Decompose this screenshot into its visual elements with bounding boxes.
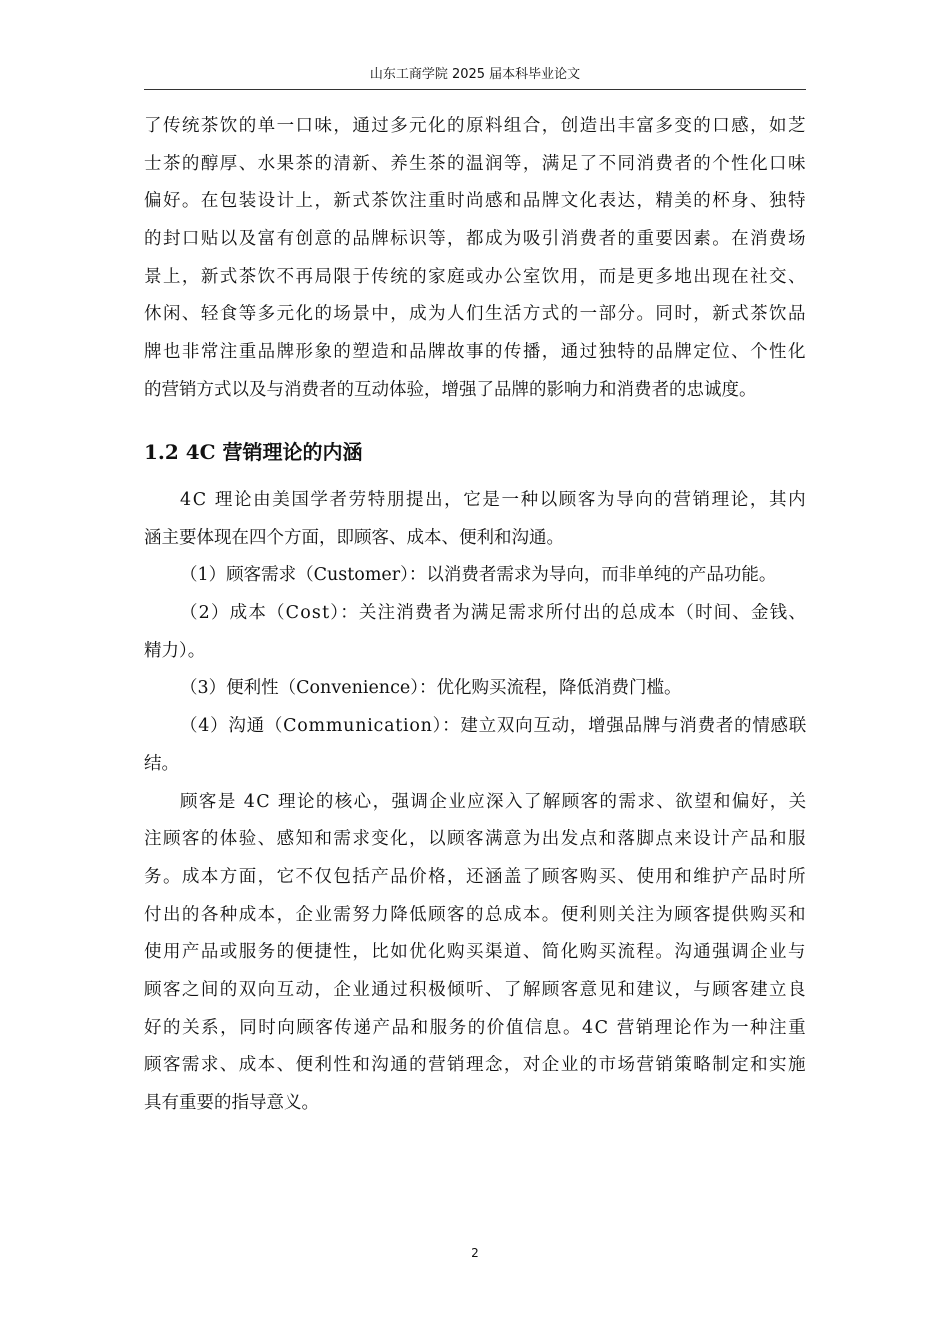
text-line: （3）便利性（Convenience）：优化购买流程，降低消费门槛。	[180, 678, 682, 699]
text-line: 精力）。	[144, 640, 206, 661]
text-line: 了传统茶饮的单一口味，通过多元化的原料组合，创造出丰富多变的口感，如芝	[144, 116, 807, 136]
page-number: 2	[471, 1246, 479, 1260]
paragraph-continued	[144, 108, 806, 410]
text-line: 顾客需求、成本、便利性和沟通的营销理念，对企业的市场营销策略制定和实施	[144, 1055, 807, 1076]
header-divider	[144, 89, 806, 90]
text-line: （1）顾客需求（Customer）：以消费者需求为导向，而非单纯的产品功能。	[180, 565, 777, 586]
text-line: 付出的各种成本，企业需努力降低顾客的总成本。便利则关注为顾客提供购买和	[144, 904, 807, 925]
text-line: 结。	[144, 753, 179, 774]
running-header: 山东工商学院 2025 届本科毕业论文	[369, 67, 581, 82]
text-line: 偏好。在包装设计上，新式茶饮注重时尚感和品牌文化表达，精美的杯身、独特	[144, 191, 807, 212]
text-line: 使用产品或服务的便捷性，比如优化购买渠道、简化购买流程。沟通强调企业与	[144, 942, 807, 963]
text-line: 顾客是 4C 理论的核心，强调企业应深入了解顾客的需求、欲望和偏好，关	[180, 791, 808, 812]
text-line: 的营销方式以及与消费者的互动体验，增强了品牌的影响力和消费者的忠诚度。	[144, 379, 757, 400]
list-item-communication	[144, 708, 806, 746]
text-line: （4）沟通（Communication）：建立双向互动，增强品牌与消费者的情感联	[180, 716, 808, 737]
text-line: 4C 理论由美国学者劳特朋提出，它是一种以顾客为导向的营销理论，其内	[180, 490, 808, 510]
text-line: 牌也非常注重品牌形象的塑造和品牌故事的传播，通过独特的品牌定位、个性化	[144, 342, 807, 363]
text-line: 务。成本方面，它不仅包括产品价格，还涵盖了顾客购买、使用和维护产品时所	[144, 866, 807, 887]
text-line: 注顾客的体验、感知和需求变化，以顾客满意为出发点和落脚点来设计产品和服	[144, 829, 807, 850]
section-heading: 1.2 4C 营销理论的内涵	[144, 440, 363, 464]
paragraph-summary	[144, 784, 806, 822]
list-item-cost	[144, 595, 806, 633]
list-item-customer	[144, 557, 806, 595]
text-line: 士茶的醇厚、水果茶的清新、养生茶的温润等，满足了不同消费者的个性化口味	[144, 153, 807, 174]
text-line: 休闲、轻食等多元化的场景中，成为人们生活方式的一部分。同时，新式茶饮品	[144, 304, 807, 325]
text-line: 具有重要的指导意义。	[144, 1093, 319, 1113]
list-item-convenience	[144, 670, 806, 708]
section-body	[144, 482, 806, 1123]
text-line: 涵主要体现在四个方面，即顾客、成本、便利和沟通。	[144, 527, 564, 548]
text-line: （2）成本（Cost）：关注消费者为满足需求所付出的总成本（时间、金钱、	[180, 603, 807, 624]
text-line: 景上，新式茶饮不再局限于传统的家庭或办公室饮用，而是更多地出现在社交、	[144, 266, 807, 287]
text-line: 顾客之间的双向互动，企业通过积极倾听、了解顾客意见和建议，与顾客建立良	[144, 979, 807, 1000]
text-line: 好的关系，同时向顾客传递产品和服务的价值信息。4C 营销理论作为一种注重	[144, 1017, 808, 1038]
text-line: 的封口贴以及富有创意的品牌标识等，都成为吸引消费者的重要因素。在消费场	[144, 229, 807, 250]
paragraph-intro	[144, 482, 806, 520]
